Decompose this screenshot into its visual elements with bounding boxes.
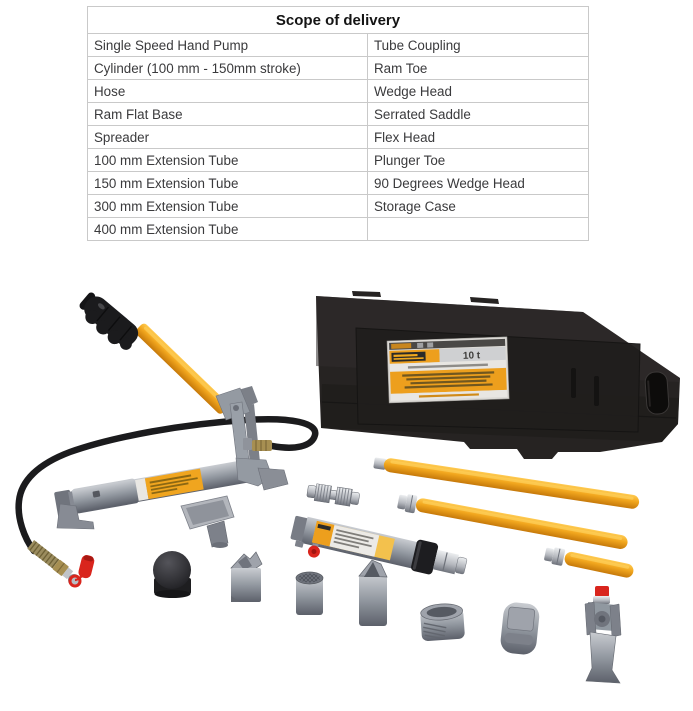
- cell-left: Single Speed Hand Pump: [88, 34, 368, 57]
- wedge-head: [231, 552, 262, 602]
- spreader: [585, 586, 621, 683]
- case-label: [387, 337, 509, 403]
- serrated-saddle: [296, 572, 323, 615]
- cell-left: Spreader: [88, 126, 368, 149]
- flex-head-dome: [153, 551, 191, 598]
- single-speed-hand-pump: [54, 289, 288, 529]
- cell-left: 150 mm Extension Tube: [88, 172, 368, 195]
- ram-toe: [420, 603, 465, 642]
- pump-handle-grip: [73, 289, 143, 354]
- pump-handle: [134, 322, 230, 415]
- storage-case: [316, 291, 680, 459]
- spreader-red-cap: [595, 586, 609, 597]
- cell-right: Storage Case: [368, 195, 589, 218]
- cell-right: Wedge Head: [368, 80, 589, 103]
- hose-spring-guard: [27, 540, 74, 580]
- ninety-degree-wedge-head: [499, 601, 540, 655]
- cell-left: Hose: [88, 80, 368, 103]
- cell-right: 90 Degrees Wedge Head: [368, 172, 589, 195]
- cell-right: Serrated Saddle: [368, 103, 589, 126]
- cell-left: Cylinder (100 mm - 150mm stroke): [88, 57, 368, 80]
- case-handle-cutout: [645, 371, 670, 414]
- cell-left: Ram Flat Base: [88, 103, 368, 126]
- table-title: Scope of delivery: [88, 7, 589, 34]
- extension-tube-short: [543, 545, 635, 580]
- plunger-toe: [359, 560, 387, 626]
- cell-right: Ram Toe: [368, 57, 589, 80]
- cell-left: 400 mm Extension Tube: [88, 218, 368, 241]
- tube-coupling: [306, 482, 360, 507]
- cell-right: Flex Head: [368, 126, 589, 149]
- cell-left: 300 mm Extension Tube: [88, 195, 368, 218]
- ram-flat-base: [181, 496, 234, 548]
- cell-left: 100 mm Extension Tube: [88, 149, 368, 172]
- cell-right: Tube Coupling: [368, 34, 589, 57]
- case-capacity-label: 10 t: [462, 350, 481, 362]
- cell-right: Plunger Toe: [368, 149, 589, 172]
- hose-coupler-red-cap: [69, 554, 96, 586]
- cylinder-piston: [433, 550, 468, 576]
- pump-label: [145, 469, 204, 499]
